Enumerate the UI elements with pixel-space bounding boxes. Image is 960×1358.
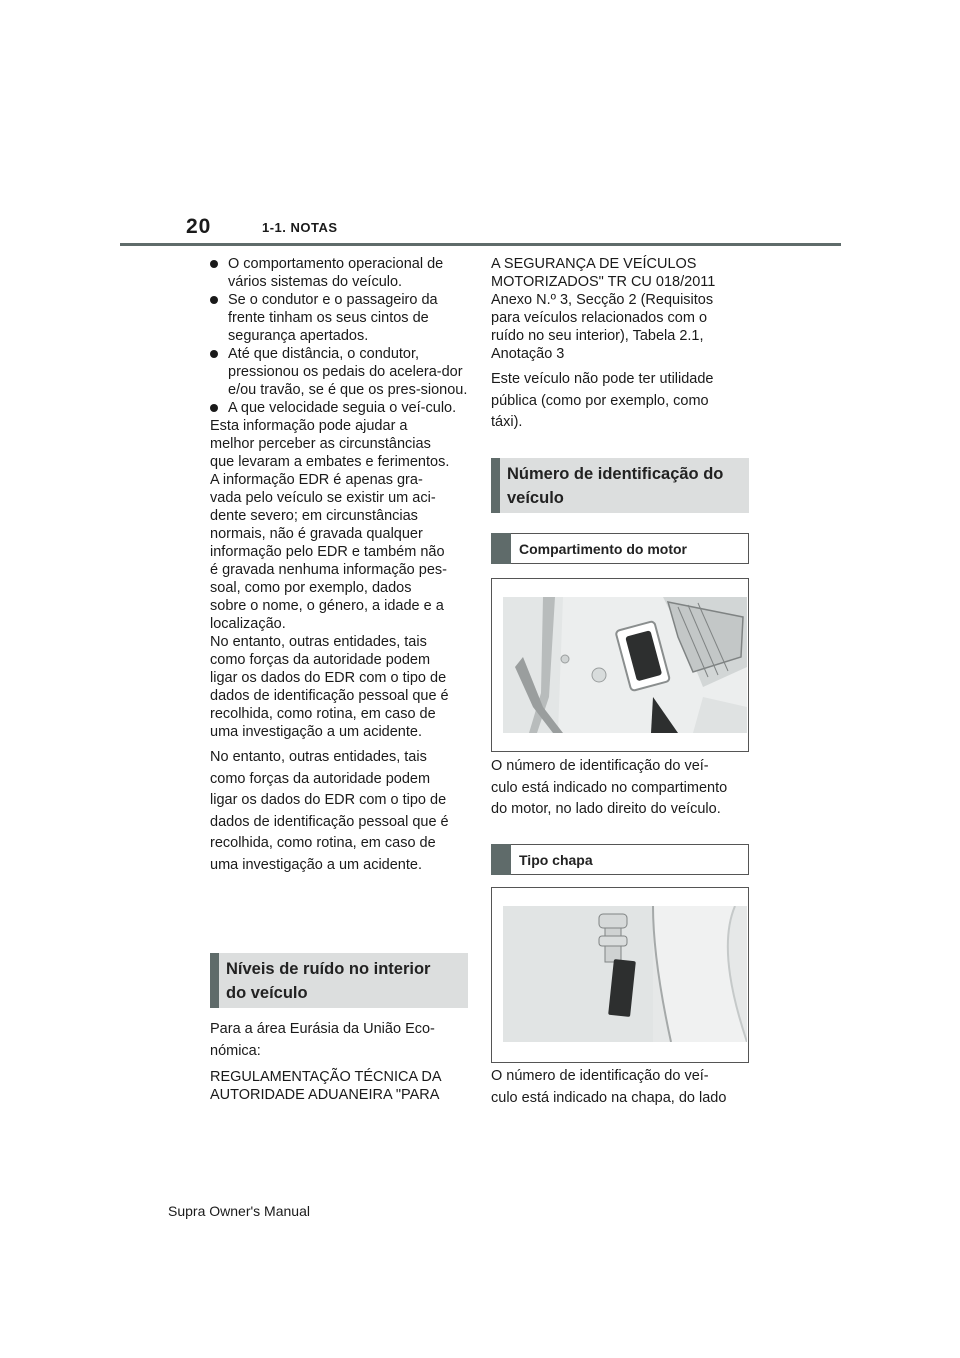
heading-noise-levels (210, 953, 468, 1008)
subheading-engine-compartment (491, 533, 749, 564)
bullet-item: O comportamento operacional de vários sistemas do veículo. (210, 255, 472, 291)
plate-caption-block (491, 1066, 751, 1109)
regulation-paragraph: REGULAMENTAÇÃO TÉCNICA DA AUTORIDADE ADUANEIRA "PARA (210, 1069, 442, 1103)
bullet-item: A que velocidade seguia o veí-culo. (210, 399, 472, 417)
engine-compartment-photo (491, 578, 749, 752)
subheading-plate-type (491, 844, 749, 875)
bullet-list (210, 255, 472, 417)
subheading-accent-bar (491, 844, 511, 875)
left-column (210, 255, 472, 876)
plate-photo-illustration (503, 906, 747, 1042)
subheading-accent-bar (491, 533, 511, 564)
left-column-bottom (210, 1019, 472, 1104)
subheading-text: Compartimento do motor (519, 540, 687, 557)
eurasia-paragraph: Para a área Eurásia da União Eco- nómica: (210, 1021, 435, 1059)
engine-caption: O número de identificação do veí- culo está indicado no compartimento do motor, no lado direito do veículo. (491, 758, 728, 817)
heading-text: Número de identificação do veículo (507, 464, 724, 507)
page-number: 20 (186, 215, 212, 238)
engine-photo-illustration (503, 597, 747, 733)
footer-manual-title: Supra Owner's Manual (168, 1203, 310, 1219)
bullet-item: Até que distância, o condutor, pressionou os pedais do acelera-dor e/ou travão, se é que os pres-sionou. (210, 345, 472, 399)
heading-accent-bar (491, 458, 500, 513)
plate-type-photo (491, 887, 749, 1063)
edr-paragraph: Esta informação pode ajudar a melhor perceber as circunstâncias que levaram a embates e ferimentos. A informação EDR é apenas gra- vada pelo veículo se existir um aci- dente severo; em circunstâncias normais, não é gravada qualquer informação pelo EDR e também não é gravada nenhuma informação pes- soal, como por exemplo, dados sobre o nome, o género, a idade e a localização. No entanto, outras entidades, tais como forças da autoridade podem ligar os dados do EDR com o tipo de dados de identificação pessoal que é recolhida, como rotina, em caso de uma investigação a um acidente. (210, 418, 450, 740)
right-column (491, 255, 751, 434)
public-use-paragraph: Este veículo não pode ter utilidade pública (como por exemplo, como táxi). (491, 371, 714, 430)
engine-caption-block (491, 756, 751, 821)
regulation-continued: A SEGURANÇA DE VEÍCULOS MOTORIZADOS" TR CU 018/2011 Anexo N.º 3, Secção 2 (Requisitos para veículos relacionados com o ruído no seu interior), Tabela 2.1, Anotação 3 (491, 256, 716, 362)
edr-paragraph-repeat: No entanto, outras entidades, tais como forças da autoridade podem ligar os dados do EDR com o tipo de dados de identificação pessoal que é recolhida, como rotina, em caso de uma investigação a um acidente. (210, 749, 449, 873)
heading-accent-bar (210, 953, 219, 1008)
heading-vin (491, 458, 749, 513)
bullet-item: Se o condutor e o passageiro da frente tinham os seus cintos de segurança apertados. (210, 291, 472, 345)
heading-text: Níveis de ruído no interior do veículo (226, 959, 431, 1002)
subheading-text: Tipo chapa (519, 851, 593, 868)
plate-caption: O número de identificação do veí- culo está indicado na chapa, do lado (491, 1068, 727, 1106)
header-rule (120, 243, 841, 246)
section-label: 1-1. NOTAS (262, 220, 338, 235)
